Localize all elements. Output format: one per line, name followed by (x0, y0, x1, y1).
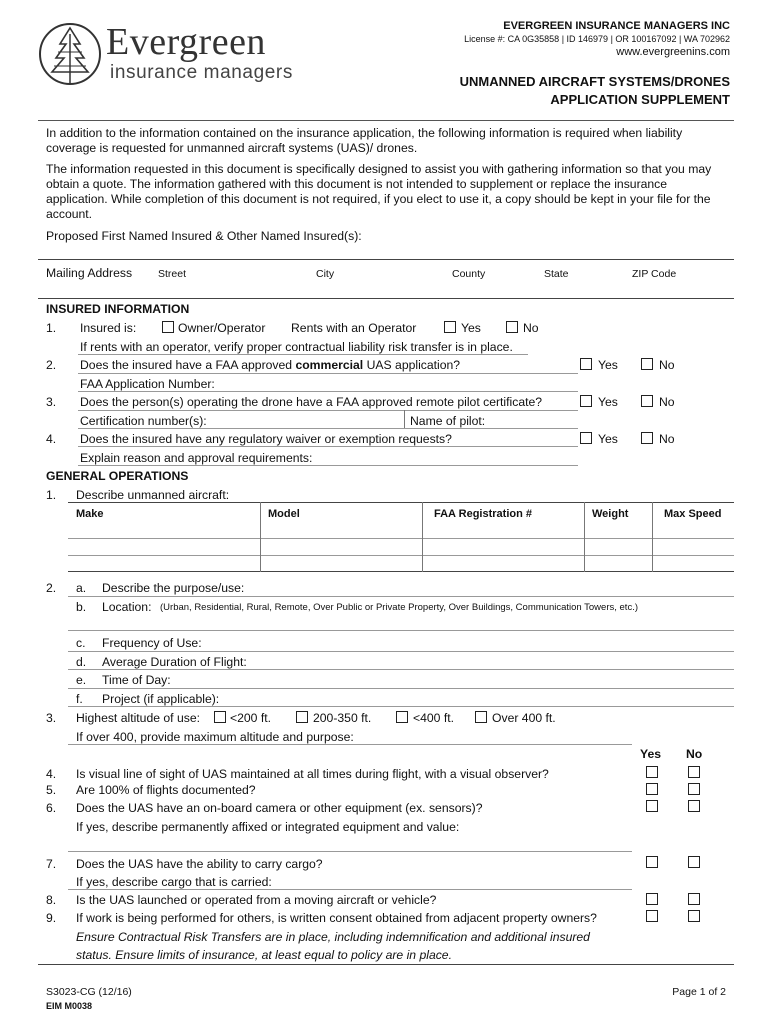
go-q2a-text: Describe the purpose/use: (102, 581, 245, 595)
mailing-street: Street (158, 268, 187, 280)
go-q5-num: 5. (46, 783, 57, 797)
ii-q2-no-checkbox[interactable] (641, 358, 653, 370)
rule (68, 889, 632, 890)
mailing-state: State (544, 268, 569, 280)
go-q1-text: Describe unmanned aircraft: (76, 488, 230, 502)
go-q2a-letter: a. (76, 581, 87, 595)
rule (68, 571, 734, 572)
rule (68, 744, 632, 745)
go-q9-note2: status. Ensure limits of insurance, at least equal to policy are in place. (76, 948, 452, 962)
aircraft-table (68, 502, 734, 572)
altitude-over-400-checkbox[interactable] (475, 711, 487, 723)
rule (68, 596, 734, 597)
ii-q1-yes: Yes (461, 321, 481, 335)
ii-q4-text: Does the insured have any regulatory waiver or exemption requests? (80, 432, 452, 446)
rule (68, 502, 734, 503)
go-q3-num: 3. (46, 711, 57, 725)
go-q8-num: 8. (46, 893, 57, 907)
altitude-under-200-checkbox[interactable] (214, 711, 226, 723)
rule (68, 555, 734, 556)
go-q3-opt2: 200-350 ft. (313, 711, 372, 725)
intro-paragraph-2: The information requested in this document is specifically designed to assist you with gathering information so that you may obtain a quote. The information gathered with this document is not intended to supplement or replace the insurance application. While completion of this document is not required, if you elect to use it, a copy should be kept in your file for the account. (46, 162, 712, 221)
go-q4-yes-checkbox[interactable] (646, 766, 658, 778)
go-q8-text: Is the UAS launched or operated from a moving aircraft or vehicle? (76, 893, 437, 907)
ii-q3-no: No (659, 395, 675, 409)
ii-q2-no: No (659, 358, 675, 372)
rule (652, 502, 653, 572)
go-q5-text: Are 100% of flights documented? (76, 783, 256, 797)
mailing-label: Mailing Address (46, 266, 133, 280)
col-faa-registration: FAA Registration # (434, 508, 532, 520)
rule (78, 373, 578, 374)
col-weight: Weight (592, 508, 629, 520)
go-q9-num: 9. (46, 911, 57, 925)
go-q9-no-checkbox[interactable] (688, 910, 700, 922)
rule (584, 502, 585, 572)
go-q2e-text: Time of Day: (102, 673, 171, 687)
rule (68, 651, 734, 652)
rule (78, 354, 528, 355)
rule (78, 410, 578, 411)
ii-q3-yes-checkbox[interactable] (580, 395, 592, 407)
rule (68, 630, 734, 631)
go-q4-num: 4. (46, 767, 57, 781)
ii-q4-sub: Explain reason and approval requirements: (80, 451, 313, 465)
go-q9-text: If work is being performed for others, is written consent obtained from adjacent property owners? (76, 911, 597, 925)
ii-q4-yes: Yes (598, 432, 618, 446)
ii-q4-num: 4. (46, 432, 57, 446)
eim-code: EIM M0038 (46, 1001, 93, 1011)
rule (68, 688, 734, 689)
company-website: www.evergreenins.com (616, 46, 730, 58)
rule (78, 428, 578, 429)
go-q2f-letter: f. (76, 692, 83, 706)
form-code: S3023-CG (12/16) (46, 986, 132, 998)
go-q6-num: 6. (46, 801, 57, 815)
go-q6-yes-checkbox[interactable] (646, 800, 658, 812)
col-max-speed: Max Speed (664, 508, 722, 520)
insured-info-heading: INSURED INFORMATION (46, 302, 190, 316)
go-q4-text: Is visual line of sight of UAS maintained at all times during flight, with a visual observer? (76, 767, 549, 781)
owner-operator-checkbox[interactable] (162, 321, 174, 333)
col-yes-label: Yes (640, 747, 662, 761)
go-q7-yes-checkbox[interactable] (646, 856, 658, 868)
go-q2b-text: Location: (102, 600, 152, 614)
ii-q3-no-checkbox[interactable] (641, 395, 653, 407)
mailing-city: City (316, 268, 335, 280)
page-number: Page 1 of 2 (672, 986, 726, 998)
altitude-under-400-checkbox[interactable] (396, 711, 408, 723)
go-q5-no-checkbox[interactable] (688, 783, 700, 795)
ii-q3-sub1: Certification number(s): (80, 414, 207, 428)
go-q7-num: 7. (46, 857, 57, 871)
go-q8-no-checkbox[interactable] (688, 893, 700, 905)
go-q2c-text: Frequency of Use: (102, 636, 202, 650)
go-q2-num: 2. (46, 581, 57, 595)
ii-q1-no: No (523, 321, 539, 335)
go-q2f-text: Project (if applicable): (102, 692, 220, 706)
col-model: Model (268, 508, 300, 520)
mailing-zip: ZIP Code (632, 268, 677, 280)
col-make: Make (76, 508, 104, 520)
ii-q2-pre: Does the insured have a FAA approved (80, 358, 296, 372)
mailing-county: County (452, 268, 486, 280)
general-ops-heading: GENERAL OPERATIONS (46, 469, 189, 483)
go-q2c-letter: c. (76, 636, 86, 650)
go-q5-yes-checkbox[interactable] (646, 783, 658, 795)
doc-title-line1: UNMANNED AIRCRAFT SYSTEMS/DRONES (459, 74, 730, 89)
go-q4-no-checkbox[interactable] (688, 766, 700, 778)
ii-q2-num: 2. (46, 358, 57, 372)
go-q2b-letter: b. (76, 600, 87, 614)
ii-q1-opt2: Rents with an Operator (291, 321, 417, 335)
ii-q4-yes-checkbox[interactable] (580, 432, 592, 444)
go-q1-num: 1. (46, 488, 57, 502)
ii-q1-note: If rents with an operator, verify proper contractual liability risk transfer is in place. (80, 340, 513, 354)
ii-q2-yes-checkbox[interactable] (580, 358, 592, 370)
ii-q1-opt1: Owner/Operator (178, 321, 266, 335)
ii-q2-bold: commercial (295, 358, 364, 372)
intro-paragraph-1: In addition to the information contained on the insurance application, the following information is required when liability coverage is requested for unmanned aircraft systems (UAS)/ drones. (46, 126, 683, 155)
ii-q4-no-checkbox[interactable] (641, 432, 653, 444)
ii-q3-yes: Yes (598, 395, 618, 409)
go-q7-no-checkbox[interactable] (688, 856, 700, 868)
company-name: EVERGREEN INSURANCE MANAGERS INC (503, 20, 730, 32)
rule (260, 502, 261, 572)
go-q9-note1: Ensure Contractual Risk Transfers are in place, including indemnification and additional insured (76, 930, 590, 944)
ii-q2-post: UAS application? (363, 358, 461, 372)
go-q2b-note: (Urban, Residential, Rural, Remote, Over Public or Private Property, Over Buildings, Communication Towers, etc.) (160, 602, 638, 613)
mailing-line (38, 298, 734, 299)
rule (78, 465, 578, 466)
doc-title-line2: APPLICATION SUPPLEMENT (550, 92, 730, 107)
ii-q1-num: 1. (46, 321, 57, 335)
go-q3-text: Highest altitude of use: (76, 711, 200, 725)
rule (422, 502, 423, 572)
go-q8-yes-checkbox[interactable] (646, 893, 658, 905)
tree-logo-icon (38, 22, 102, 88)
ii-q2-sub: FAA Application Number: (80, 377, 215, 391)
rule (68, 851, 632, 852)
altitude-200-350-checkbox[interactable] (296, 711, 308, 723)
go-q3-opt4: Over 400 ft. (492, 711, 556, 725)
go-q7-sub: If yes, describe cargo that is carried: (76, 875, 272, 889)
go-q2d-letter: d. (76, 655, 87, 669)
col-no-label: No (686, 747, 703, 761)
named-insured-label: Proposed First Named Insured & Other Named Insured(s): (46, 229, 362, 243)
ii-q2-yes: Yes (598, 358, 618, 372)
company-logo (38, 22, 298, 88)
rule (78, 446, 578, 447)
rule (78, 391, 578, 392)
go-q6-sub: If yes, describe permanently affixed or integrated equipment and value: (76, 820, 460, 834)
company-license: License #: CA 0G35858 | ID 146979 | OR 100167092 | WA 702962 (464, 34, 730, 44)
go-q7-text: Does the UAS have the ability to carry cargo? (76, 857, 323, 871)
ii-q3-num: 3. (46, 395, 57, 409)
ii-q1-label: Insured is: (80, 321, 137, 335)
go-q2e-letter: e. (76, 673, 87, 687)
go-q3-opt3: <400 ft. (413, 711, 454, 725)
header-divider (38, 120, 734, 121)
go-q9-yes-checkbox[interactable] (646, 910, 658, 922)
rule (68, 538, 734, 539)
logo-word: Evergreen (106, 21, 266, 63)
logo-tagline: insurance managers (110, 62, 293, 83)
ii-q2-text (80, 358, 460, 372)
rents-yes-checkbox[interactable] (444, 321, 456, 333)
rule (404, 410, 405, 428)
ii-q4-no: No (659, 432, 675, 446)
go-q6-text: Does the UAS have an on-board camera or other equipment (ex. sensors)? (76, 801, 483, 815)
go-q3-note: If over 400, provide maximum altitude and purpose: (76, 730, 354, 744)
ii-q3-sub2: Name of pilot: (410, 414, 486, 428)
go-q3-opt1: <200 ft. (230, 711, 271, 725)
rule (38, 964, 734, 965)
named-insured-line (38, 259, 734, 260)
ii-q3-text: Does the person(s) operating the drone have a FAA approved remote pilot certificate? (80, 395, 543, 409)
rents-no-checkbox[interactable] (506, 321, 518, 333)
go-q2d-text: Average Duration of Flight: (102, 655, 247, 669)
rule (68, 669, 734, 670)
rule (68, 706, 734, 707)
go-q6-no-checkbox[interactable] (688, 800, 700, 812)
